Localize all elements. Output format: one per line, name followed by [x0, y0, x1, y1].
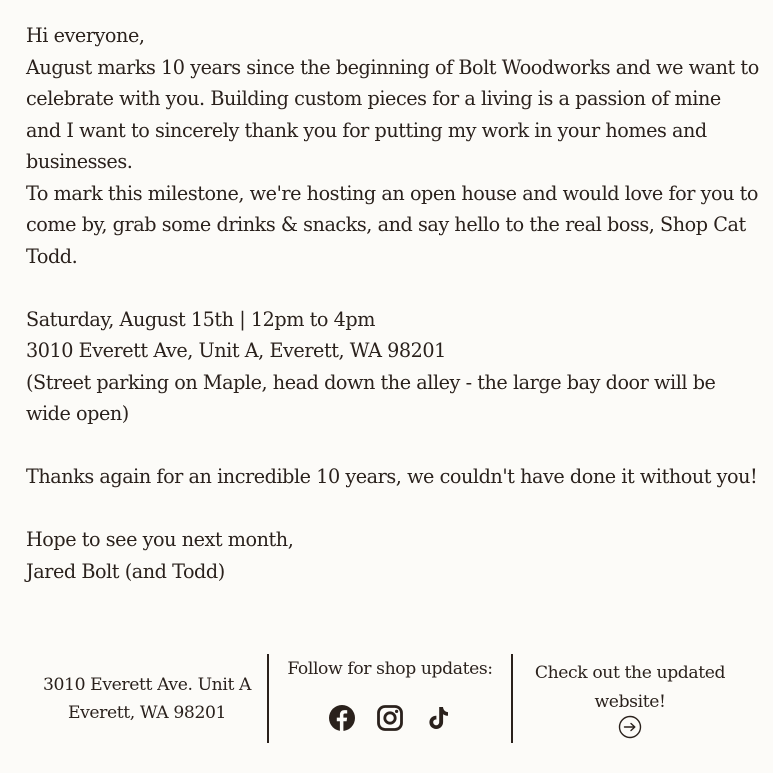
- website-link[interactable]: [516, 715, 744, 739]
- facebook-icon[interactable]: [328, 704, 356, 732]
- footer-address-line2: Everett, WA 98201: [67, 703, 227, 723]
- event-parking-note: (Street parking on Maple, head down the alley - the large bay door will be wide open): [26, 370, 716, 425]
- social-label: Follow for shop updates:: [287, 659, 493, 679]
- footer-website: [516, 652, 744, 748]
- instagram-icon[interactable]: [376, 704, 404, 732]
- letter-body: [26, 20, 761, 587]
- letter-paragraph-anniversary: August marks 10 years since the beginning of Bolt Woodworks and we want to celebrate with you. Building custom pieces for a living is a passion of mine and I want to sincerely thank you for putting my work in your homes and businesses.: [26, 55, 759, 173]
- letter-paragraph-open-house: To mark this milestone, we're hosting an open house and would love for you to come by, grab some drinks & snacks, and say hello to the real boss, Shop Cat Todd.: [26, 181, 759, 268]
- spacer: [26, 272, 761, 304]
- letter-greeting: Hi everyone,: [26, 24, 145, 47]
- footer: [0, 652, 773, 748]
- tiktok-icon[interactable]: [424, 704, 452, 732]
- event-date: Saturday, August 15th | 12pm to 4pm: [26, 307, 375, 331]
- footer-social: [272, 652, 508, 748]
- letter-thanks: Thanks again for an incredible 10 years, we couldn't have done it without you!: [26, 465, 758, 488]
- event-address: 3010 Everett Ave, Unit A, Everett, WA 98201: [26, 339, 446, 362]
- spacer: [26, 493, 761, 525]
- footer-divider-left: [267, 654, 269, 743]
- letter-closing: Hope to see you next month,: [26, 528, 294, 551]
- website-label[interactable]: Check out the updated website!: [534, 663, 726, 712]
- spacer: [26, 430, 761, 462]
- footer-divider-right: [511, 654, 513, 743]
- social-icons: [272, 704, 508, 732]
- footer-address: [30, 652, 264, 748]
- circle-arrow-right-icon[interactable]: [618, 715, 642, 739]
- footer-address-line1: 3010 Everett Ave. Unit A: [42, 675, 252, 695]
- letter-signature: Jared Bolt (and Todd): [26, 559, 225, 583]
